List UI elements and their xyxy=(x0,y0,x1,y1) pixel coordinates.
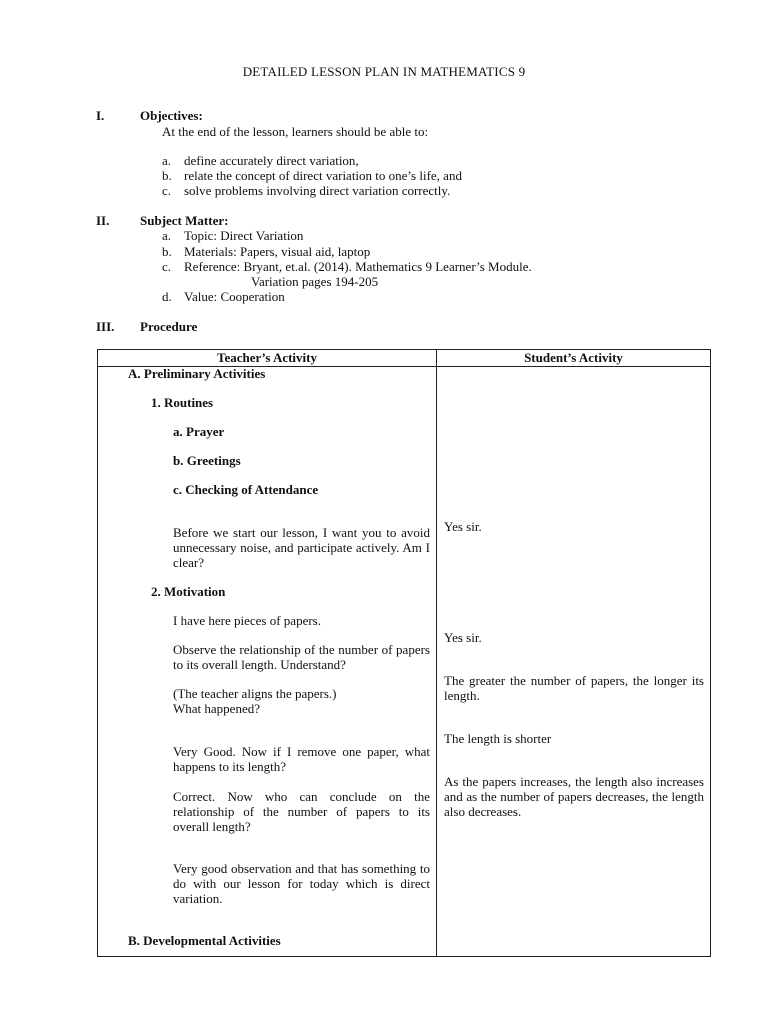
student-greater: The greater the number of papers, the longer its length. xyxy=(444,673,704,703)
objective-letter: a. xyxy=(162,153,172,168)
subject-text: Reference: Bryant, et.al. (2014). Mathematics 9 Learner’s Module. xyxy=(184,259,532,274)
greetings-item: b. Greetings xyxy=(173,453,241,468)
subject-text-continued: Variation pages 194-205 xyxy=(251,274,379,289)
teacher-aligns: (The teacher aligns the papers.) xyxy=(173,686,337,701)
student-yes-sir: Yes sir. xyxy=(444,630,482,645)
procedure-heading: Procedure xyxy=(140,319,198,334)
subject-text: Topic: Direct Variation xyxy=(184,228,304,243)
objective-letter: c. xyxy=(162,183,172,198)
objective-text: define accurately direct variation, xyxy=(184,153,359,168)
subject-text: Materials: Papers, visual aid, laptop xyxy=(184,244,371,259)
section-numeral-1: I. xyxy=(96,108,105,123)
objective-letter: b. xyxy=(162,168,172,183)
subject-text: Value: Cooperation xyxy=(184,289,285,304)
objective-text: relate the concept of direct variation to one’s life, and xyxy=(184,168,462,183)
objective-text: solve problems involving direct variation correctly. xyxy=(184,183,451,198)
preliminary-activities-heading: A. Preliminary Activities xyxy=(128,366,266,381)
routines-heading: 1. Routines xyxy=(151,395,214,410)
student-activity-header: Student’s Activity xyxy=(524,350,623,365)
teacher-activity-header: Teacher’s Activity xyxy=(216,350,317,365)
subject-letter: b. xyxy=(162,244,172,259)
attendance-item: c. Checking of Attendance xyxy=(173,482,319,497)
procedure-table xyxy=(97,349,711,957)
student-shorter: The length is shorter xyxy=(444,731,552,746)
table-column-divider xyxy=(436,350,437,956)
prayer-item: a. Prayer xyxy=(173,424,225,439)
teacher-what-happened: What happened? xyxy=(173,701,260,716)
student-yes-sir: Yes sir. xyxy=(444,519,482,534)
subject-letter: c. xyxy=(162,259,172,274)
teacher-before-lesson: Before we start our lesson, I want you to avoid unnecessary noise, and participate actively. Am I clear? xyxy=(173,525,430,570)
teacher-papers: I have here pieces of papers. xyxy=(173,613,321,628)
document-title: DETAILED LESSON PLAN IN MATHEMATICS 9 xyxy=(242,64,526,79)
motivation-heading: 2. Motivation xyxy=(151,584,226,599)
teacher-very-good: Very good observation and that has something to do with our lesson for today which is direct variation. xyxy=(173,861,430,906)
section-numeral-2: II. xyxy=(96,213,110,228)
teacher-remove-paper: Very Good. Now if I remove one paper, what happens to its length? xyxy=(173,744,430,774)
objectives-heading: Objectives: xyxy=(140,108,203,123)
subject-letter: d. xyxy=(162,289,172,304)
developmental-activities-heading: B. Developmental Activities xyxy=(128,933,281,948)
subject-matter-heading: Subject Matter: xyxy=(140,213,229,228)
teacher-conclude: Correct. Now who can conclude on the relationship of the number of papers to its overall length? xyxy=(173,789,430,834)
teacher-observe: Observe the relationship of the number of papers to its overall length. Understand? xyxy=(173,642,430,672)
subject-letter: a. xyxy=(162,228,172,243)
section-numeral-3: III. xyxy=(96,319,115,334)
objectives-intro: At the end of the lesson, learners should be able to: xyxy=(162,124,429,139)
student-increases: As the papers increases, the length also increases and as the number of papers decreases, the length also decreases. xyxy=(444,774,704,819)
